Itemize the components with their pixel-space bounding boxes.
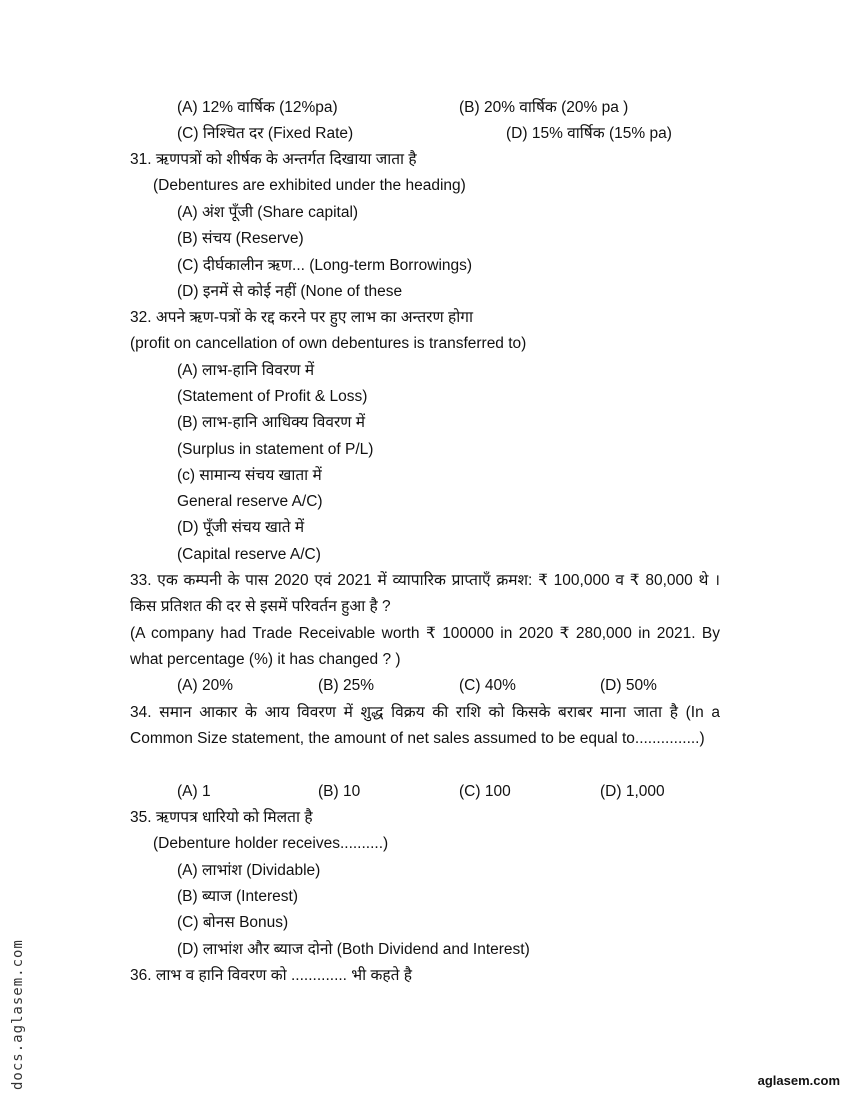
q30-option-d: (D) 15% वार्षिक (15% pa) — [506, 125, 672, 142]
q31-question-hindi: 31. ऋणपत्रों को शीर्षक के अन्तर्गत दिखाया जाता है — [130, 151, 417, 168]
q30-option-c: (C) निश्चित दर (Fixed Rate) — [177, 125, 354, 142]
q31-question-english: (Debentures are exhibited under the heading) — [153, 177, 466, 194]
q32-option-a-hindi: (A) लाभ-हानि विवरण में — [177, 362, 315, 379]
q34-option-b: (B) 10 — [318, 783, 361, 800]
q32-option-d-hindi: (D) पूँजी संचय खाते में — [177, 519, 305, 536]
q33-option-c: (C) 40% — [459, 677, 516, 694]
q35-option-d: (D) लाभांश और ब्याज दोनो (Both Dividend and Interest) — [177, 941, 530, 958]
q32-question-english: (profit on cancellation of own debentures is transferred to) — [130, 335, 527, 352]
q33-option-a: (A) 20% — [177, 677, 233, 694]
q35-question-hindi: 35. ऋणपत्र धारियो को मिलता है — [130, 809, 313, 826]
q35-option-b: (B) ब्याज (Interest) — [177, 888, 298, 905]
q33-question-english: (A company had Trade Receivable worth ₹ 100000 in 2020 ₹ 280,000 in 2021. By what percentage (%) it has changed ? ) — [130, 625, 720, 668]
q34-option-d: (D) 1,000 — [600, 783, 665, 800]
q34-question: 34. समान आकार के आय विवरण में शुद्ध विक्रय की राशि को किसके बराबर माना जाता है (In a Common Size statement, the amount of net sales assumed to be equal to...............) — [130, 704, 720, 747]
q32-question-hindi: 32. अपने ऋण-पत्रों के रद्द करने पर हुए लाभ का अन्तरण होगा — [130, 309, 473, 326]
q31-option-b: (B) संचय (Reserve) — [177, 230, 304, 247]
q35-question-english: (Debenture holder receives..........) — [153, 835, 389, 852]
q31-option-a: (A) अंश पूँजी (Share capital) — [177, 204, 359, 221]
q34-option-a: (A) 1 — [177, 783, 211, 800]
q36-question-hindi: 36. लाभ व हानि विवरण को ............. भी कहते है — [130, 967, 413, 984]
q34-option-c: (C) 100 — [459, 783, 511, 800]
q32-option-c-hindi: (c) सामान्य संचय खाता में — [177, 467, 322, 484]
brand-footer: aglasem.com — [757, 1073, 840, 1088]
q30-option-a: (A) 12% वार्षिक (12%pa) — [177, 99, 338, 116]
q33-option-b: (B) 25% — [318, 677, 374, 694]
q32-option-b-english: (Surplus in statement of P/L) — [177, 441, 374, 458]
q35-option-c: (C) बोनस Bonus) — [177, 914, 289, 931]
q32-option-b-hindi: (B) लाभ-हानि आधिक्य विवरण में — [177, 414, 366, 431]
q31-option-c: (C) दीर्घकालीन ऋण... (Long-term Borrowings) — [177, 257, 473, 274]
q32-option-d-english: (Capital reserve A/C) — [177, 546, 321, 563]
q33-question-hindi: 33. एक कम्पनी के पास 2020 एवं 2021 में व्यापारिक प्राप्ताएँ क्रमश: ₹ 100,000 व ₹ 80,000 थे । किस प्रतिशत की दर से इसमें परिवर्तन हुआ है ? — [130, 572, 720, 615]
q35-option-a: (A) लाभांश (Dividable) — [177, 862, 321, 879]
side-watermark-url: docs.aglasem.com — [10, 939, 26, 1090]
q30-option-b: (B) 20% वार्षिक (20% pa ) — [459, 99, 629, 116]
q32-option-c-english: General reserve A/C) — [177, 493, 323, 510]
q32-option-a-english: (Statement of Profit & Loss) — [177, 388, 368, 405]
q31-option-d: (D) इनमें से कोई नहीं (None of these — [177, 283, 403, 300]
q33-option-d: (D) 50% — [600, 677, 657, 694]
